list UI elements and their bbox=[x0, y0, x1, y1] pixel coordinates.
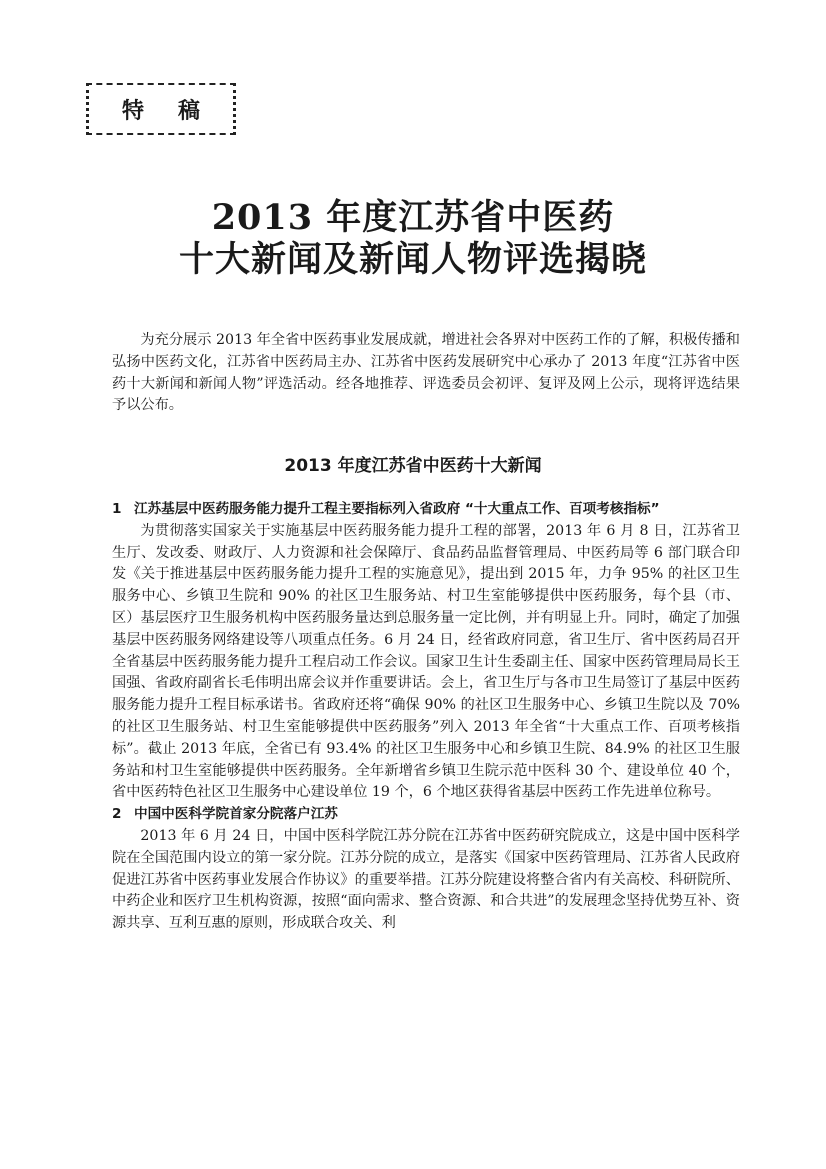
news-item-number: 2 bbox=[112, 806, 122, 823]
news-item-heading bbox=[112, 804, 740, 826]
page-title-line-1: 2013 年度江苏省中医药 bbox=[211, 197, 615, 238]
intro-block bbox=[112, 330, 740, 417]
section-tag bbox=[86, 83, 236, 135]
news-item-2 bbox=[112, 804, 740, 935]
section-heading: 2013 年度江苏省中医药十大新闻 bbox=[284, 456, 542, 476]
news-item-title: 中国中医科学院首家分院落户江苏 bbox=[134, 806, 338, 823]
news-item-number: 1 bbox=[112, 501, 122, 517]
intro-paragraph: 为充分展示 2013 年全省中医药事业发展成就，增进社会各界对中医药工作的了解，积极传播和弘扬中医药文化，江苏省中医药局主办、江苏省中医药发展研究中心承办了 2013 年度“江苏省中医药十大新闻和新闻人物”评选活动。经各地推荐、评选委员会初评、复评及网上公示，现将评选结果予以公布。 bbox=[112, 332, 740, 414]
news-item-title: 江苏基层中医药服务能力提升工程主要指标列入省政府 “十大重点工作、百项考核指标” bbox=[134, 501, 660, 517]
news-item-body: 为贯彻落实国家关于实施基层中医药服务能力提升工程的部署，2013 年 6 月 8 日，江苏省卫生厅、发改委、财政厅、人力资源和社会保障厅、食品药品监督管理局、中医药局等 6 部门联合印发《关于推进基层中医药服务能力提升工程的实施意见》，提出到 2015 年，力争 95% 的社区卫生服务中心、乡镇卫生院和 90% 的社区卫生服务站、村卫生室能够提供中医药服务，每个县（市、区）基层医疗卫生服务机构中医药服务量达到总服务量一定比例，并有明显上升。同时，确定了加强基层中医药服务网络建设等八项重点任务。6 月 24 日，经省政府同意，省卫生厅、省中医药局召开全省基层中医药服务能力提升工程启动工作会议。国家卫生计生委副主任、国家中医药管理局局长王国强、省政府副省长毛伟明出席会议并作重要讲话。会上，省卫生厅与各市卫生局签订了基层中医药服务能力提升工程目标承诺书。省政府还将“确保 90% 的社区卫生服务中心、乡镇卫生院以及 70% 的社区卫生服务站、村卫生室能够提供中医药服务”列入 2013 年全省“十大重点工作、百项考核指标”。截止 2013 年底，全省已有 93.4% 的社区卫生服务中心和乡镇卫生院、84.9% 的社区卫生服务站和村卫生室能够提供中医药服务。全年新增省乡镇卫生院示范中医科 30 个、建设单位 40 个，省中医药特色社区卫生服务中心建设单位 19 个，6 个地区获得省基层中医药工作先进单位称号。 bbox=[112, 522, 740, 801]
section-tag-label: 特稿 bbox=[121, 98, 234, 124]
news-item-heading bbox=[112, 499, 740, 521]
page-title-line-2: 十大新闻及新闻人物评选揭晓 bbox=[178, 239, 647, 280]
news-item-body: 2013 年 6 月 24 日，中国中医科学院江苏分院在江苏省中医药研究院成立，这是中国中医科学院在全国范围内设立的第一家分院。江苏分院的成立，是落实《国家中医药管理局、江苏省人民政府促进江苏省中医药事业发展合作协议》的重要举措。江苏分院建设将整合省内有关高校、科研院所、中药企业和医疗卫生机构资源，按照“面向需求、整合资源、和合共进”的发展理念坚持优势互补、资源共享、互利互惠的原则，形成联合攻关、利 bbox=[112, 827, 740, 932]
news-item-1 bbox=[112, 499, 740, 804]
news-list bbox=[112, 499, 740, 935]
